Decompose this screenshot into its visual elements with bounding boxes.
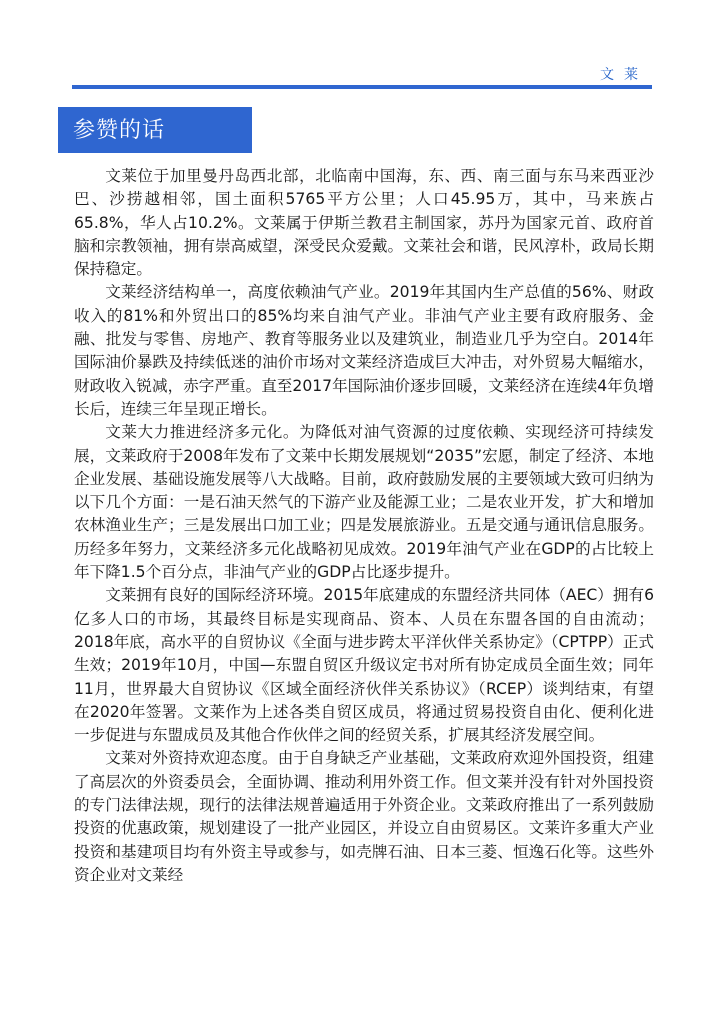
paragraph: 文莱大力推进经济多元化。为降低对油气资源的过度依赖、实现经济可持续发展，文莱政府于2008年发布了文莱中长期发展规划“2035”宏愿，制定了经济、本地企业发展、基础设施发展等八大战略。目前，政府鼓励发展的主要领域大致可归纳为以下几个方面：一是石油天然气的下游产业及能源工业；二是农业开发，扩大和增加农林渔业生产；三是发展出口加工业；四是发展旅游业。五是交通与通讯信息服务。历经多年努力，文莱经济多元化战略初见成效。2019年油气产业在GDP的占比较上年下降1.5个百分点，非油气产业的GDP占比逐步提升。 (74, 423, 654, 582)
section-title: 参赞的话 (73, 118, 166, 143)
paragraph: 文莱拥有良好的国际经济环境。2015年底建成的东盟经济共同体（AEC）拥有6亿多人口的市场，其最终目标是实现商品、资本、人员在东盟各国的自由流动；2018年底，高水平的自贸协议《全面与进步跨太平洋伙伴关系协定》（CPTPP）正式生效；2019年10月，中国—东盟自贸区升级议定书对所有协定成员全面生效；同年11月，世界最大自贸协议《区域全面经济伙伴关系协议》（RCEP）谈判结束，有望在2020年签署。文莱作为上述各类自贸区成员，将通过贸易投资自由化、便利化进一步促进与东盟成员及其他合作伙伴之间的经贸关系，扩展其经济发展空间。 (74, 586, 655, 745)
article-body (74, 165, 654, 887)
paragraph: 文莱经济结构单一，高度依赖油气产业。2019年其国内生产总值的56%、财政收入的81%和外贸出口的85%均来自油气产业。非油气产业主要有政府服务、金融、批发与零售、房地产、教育等服务业以及建筑业，制造业几乎为空白。2014年国际油价暴跌及持续低迷的油价市场对文莱经济造成巨大冲击，对外贸易大幅缩水，财政收入锐减，赤字严重。直至2017年国际油价逐步回暖，文莱经济在连续4年负增长后，连续三年呈现正增长。 (74, 283, 654, 418)
paragraph: 文莱对外资持欢迎态度。由于自身缺乏产业基础，文莱政府欢迎外国投资，组建了高层次的外资委员会，全面协调、推动利用外资工作。但文莱并没有针对外国投资的专门法律法规，现行的法律法规普遍适用于外资企业。文莱政府推出了一系列鼓励投资的优惠政策，规划建设了一批产业园区，并设立自由贸易区。文莱许多重大产业投资和基建项目均有外资主导或参与，如壳牌石油、日本三菱、恒逸石化等。这些外资企业对文莱经 (74, 749, 654, 884)
paragraph: 文莱位于加里曼丹岛西北部，北临南中国海，东、西、南三面与东马来西亚沙巴、沙捞越相邻，国土面积5765平方公里；人口45.95万，其中，马来族占65.8%，华人占10.2%。文莱属于伊斯兰教君主制国家，苏丹为国家元首、政府首脑和宗教领袖，拥有崇高威望，深受民众爱戴。文莱社会和谐，民风淳朴，政局长期保持稳定。 (74, 167, 654, 279)
running-header-title: 文莱 (600, 67, 648, 83)
section-title-bar (58, 107, 252, 153)
header-rule (72, 85, 652, 89)
